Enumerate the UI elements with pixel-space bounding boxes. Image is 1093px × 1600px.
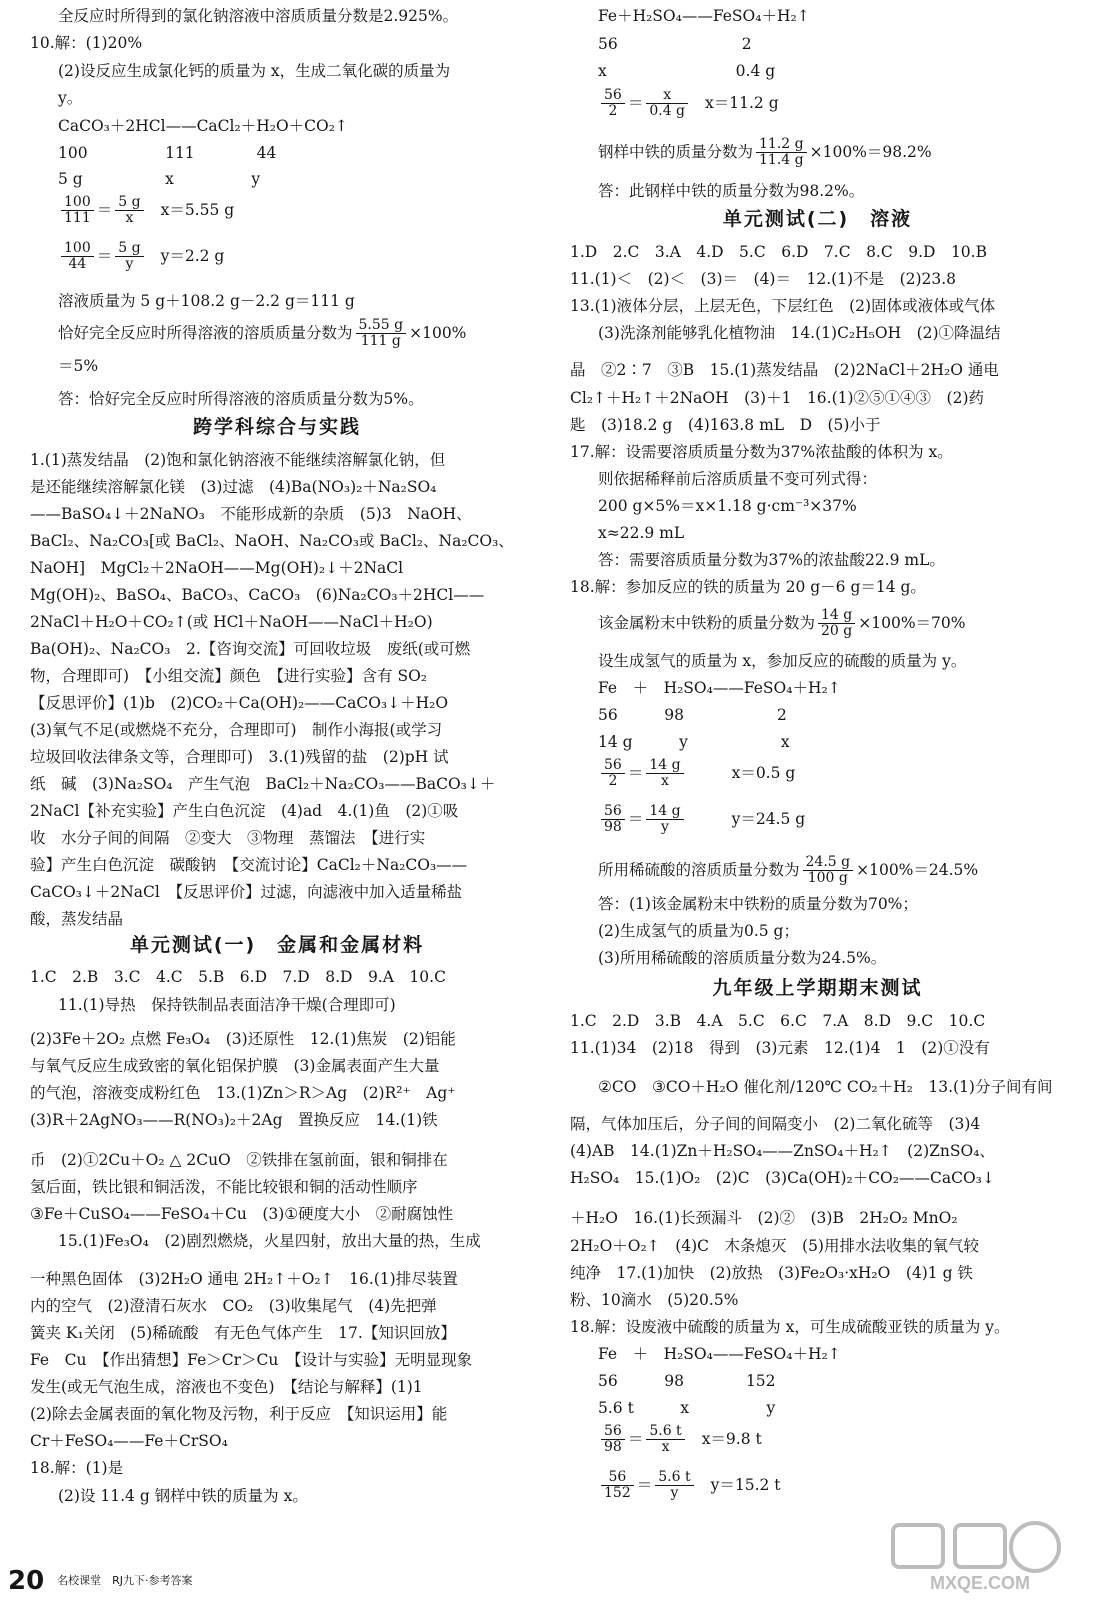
- result: x＝11.2 g: [705, 93, 779, 112]
- fraction: $\frac{24.5 g}{100 g}$: [803, 855, 854, 886]
- text-line: (2)设 11.4 g 钢样中铁的质量为 x。: [58, 1487, 308, 1505]
- text-line: Fe ＋ H₂SO₄——FeSO₄＋H₂↑: [598, 679, 841, 697]
- text-line: Fe ＋ H₂SO₄——FeSO₄＋H₂↑: [598, 1345, 841, 1363]
- watermark-text: MXQE.COM: [929, 1573, 1031, 1593]
- text-line: 2NaCl【补充实验】产生白色沉淀 (4)ad 4.(1)鱼 (2)①吸: [30, 802, 459, 820]
- text-line: [598, 136, 1093, 168]
- text-line: Fe Cu 【作出猜想】Fe＞Cr＞Cu 【设计与实验】无明显现象: [30, 1351, 473, 1369]
- text-line: 11.(1)导热 保持铁制品表面洁净干燥(合理即可): [58, 996, 396, 1014]
- section-heading: 九年级上学期期末测试: [712, 977, 923, 999]
- text-line: ＋H₂O 16.(1)长颈漏斗 (2)② (3)B 2H₂O₂ MnO₂: [570, 1209, 958, 1227]
- text-line: 纯净 17.(1)加快 (2)放热 (3)Fe₂O₃·xH₂O (4)1 g 铁: [570, 1264, 973, 1282]
- text-line: 1.C 2.B 3.C 4.C 5.B 6.D 7.D 8.D 9.A 10.C: [30, 968, 446, 986]
- text-line: Cl₂↑＋H₂↑＋2NaOH (3)＋1 16.(1)②⑤①④③ (2)药: [570, 389, 985, 407]
- fraction: $\frac{14 g}{y}$: [646, 804, 683, 835]
- text-line: BaCl₂、Na₂CO₃[或 BaCl₂、NaOH、Na₂CO₃或 BaCl₂、Na₂CO₃、: [30, 532, 514, 550]
- text-line: 隔，气体加压后，分子间的间隔变小 (2)二氧化硫等 (3)4: [570, 1115, 981, 1133]
- text-line: 验】产生白色沉淀 碳酸钠 【交流讨论】CaCl₂＋Na₂CO₃——: [30, 856, 468, 874]
- text-line: 18.解：设废液中硫酸的质量为 x，可生成硫酸亚铁的质量为 y。: [570, 1318, 1010, 1336]
- text-line: H₂SO₄ 15.(1)O₂ (2)C (3)Ca(OH)₂＋CO₂——CaCO₃↓: [570, 1169, 995, 1187]
- text-line: 11.(1)34 (2)18 得到 (3)元素 12.(1)4 1 (2)①没有: [570, 1039, 990, 1057]
- text-line: 1.D 2.C 3.A 4.D 5.C 6.D 7.C 8.C 9.D 10.B: [570, 243, 987, 261]
- text-line: 收 水分子间的间隔 ②变大 ③物理 蒸馏法 【进行实: [30, 829, 426, 847]
- text-line: 晶 ②2∶7 ③B 15.(1)蒸发结晶 (2)2NaCl＋2H₂O 通电: [570, 361, 999, 379]
- text-line: 纸 碱 (3)Na₂SO₄ 产生气泡 BaCl₂＋Na₂CO₃——BaCO₃↓＋: [30, 775, 496, 793]
- text-line: 一种黑色固体 (3)2H₂O 通电 2H₂↑＋O₂↑ 16.(1)排尽装置: [30, 1270, 458, 1288]
- text-line: ——BaSO₄↓＋2NaNO₃ 不能形成新的杂质 (5)3 NaOH、: [30, 505, 472, 523]
- text-line: 全反应时所得到的氯化钠溶液中溶质质量分数是2.925%。: [58, 7, 459, 25]
- text-line: 1.(1)蒸发结晶 (2)饱和氯化钠溶液不能继续溶解氯化钠，但: [30, 451, 446, 469]
- text-line: y。: [58, 89, 83, 107]
- text-line: 的气泡，溶液变成粉红色 13.(1)Zn＞R＞Ag (2)R²⁺ Ag⁺: [30, 1084, 456, 1102]
- text-line: 200 g×5%＝x×1.18 g·cm⁻³×37%: [598, 497, 857, 515]
- text: ×100%＝70%: [858, 613, 966, 632]
- fraction: $\frac{11.2 g}{11.4 g}$: [756, 137, 807, 168]
- text: 所用稀硫酸的溶质质量分数为: [598, 860, 800, 879]
- text-line: ③Fe＋CuSO₄——FeSO₄＋Cu (3)①硬度大小 ②耐腐蚀性: [30, 1205, 454, 1223]
- result: y＝15.2 t: [710, 1475, 781, 1494]
- text-line: $\frac{100}{44}$ ＝ $\frac{5 g}{y}$ y＝2.2 g: [58, 241, 552, 265]
- text-line: 5 g x y: [58, 170, 261, 188]
- text-line: 则依据稀释前后溶质质量不变可列式得：: [598, 470, 878, 488]
- text-line: 答：恰好完全反应时所得溶液的溶质质量分数为5%。: [58, 390, 424, 408]
- text-line: 簧夹 K₁关闭 (5)稀硫酸 有无色气体产生 17.【知识回放】: [30, 1324, 456, 1342]
- text-line: 1.C 2.D 3.B 4.A 5.C 6.C 7.A 8.D 9.C 10.C: [570, 1012, 986, 1030]
- result: x＝9.8 t: [701, 1429, 762, 1448]
- text-line: $\frac{56}{2}$ ＝ $\frac{x}{0.4 g}$ x＝11.2 g: [598, 88, 1093, 112]
- text-line: 答：此钢样中铁的质量分数为98.2%。: [598, 182, 865, 200]
- text-line: 垃圾回收法律条文等，合理即可) 3.(1)残留的盐 (2)pH 试: [30, 748, 449, 766]
- fraction: $\frac{14 g}{20 g}$: [818, 608, 855, 639]
- text-line: 币 (2)①2Cu＋O₂ △ 2CuO ②铁排在氢前面，银和铜排在: [30, 1151, 448, 1169]
- fraction: $\frac{56}{2}$: [601, 758, 625, 789]
- text-line: $\frac{56}{2}$ ＝ $\frac{14 g}{x}$ x＝0.5 g: [598, 758, 1093, 782]
- fraction: $\frac{5 g}{y}$: [115, 241, 143, 272]
- result: x＝0.5 g: [700, 763, 796, 782]
- text: 该金属粉末中铁粉的质量分数为: [598, 613, 816, 632]
- fraction: $\frac{56}{98}$: [601, 804, 625, 835]
- text-line: 2NaCl＋H₂O＋CO₂↑(或 HCl＋NaOH——NaCl＋H₂O): [30, 613, 433, 631]
- section-heading: 单元测试(二) 溶液: [722, 208, 913, 230]
- text-line: 56 2: [598, 35, 752, 53]
- text-line: 10.解：(1)20%: [30, 34, 143, 52]
- text-line: (2)除去金属表面的氧化物及污物，利于反应 【知识运用】能: [30, 1405, 448, 1423]
- text-line: [598, 854, 1093, 886]
- text-line: 与氧气反应生成致密的氧化铝保护膜 (3)金属表面产生大量: [30, 1057, 440, 1075]
- text: ×100%＝24.5%: [856, 860, 979, 879]
- stamp-logo-icon: [885, 1515, 1075, 1595]
- text-line: x≈22.9 mL: [598, 524, 685, 542]
- text-line: 酸，蒸发结晶: [30, 910, 124, 928]
- page-number: 20: [8, 1566, 45, 1596]
- text-line: $\frac{100}{111}$ ＝ $\frac{5 g}{x}$ x＝5.55 g: [58, 195, 552, 219]
- text-line: Cr＋FeSO₄——Fe＋CrSO₄: [30, 1432, 228, 1450]
- text-line: ②CO ③CO＋H₂O 催化剂/120℃ CO₂＋H₂ 13.(1)分子间有间: [598, 1078, 1053, 1096]
- fraction: $\frac{100}{111}$: [61, 195, 94, 226]
- fraction: $\frac{5.6 t}{x}$: [646, 1424, 684, 1455]
- text-line: [598, 607, 1093, 639]
- text-line: (3)R＋2AgNO₃——R(NO₃)₂＋2Ag 置换反应 14.(1)铁: [30, 1111, 438, 1129]
- fraction: $\frac{100}{44}$: [61, 241, 94, 272]
- text-line: 5.6 t x y: [598, 1399, 776, 1417]
- text-line: 设生成氢气的质量为 x，参加反应的硫酸的质量为 y。: [598, 652, 967, 670]
- text-line: Fe＋H₂SO₄——FeSO₄＋H₂↑: [598, 7, 810, 25]
- text-line: (2)3Fe＋2O₂ 点燃 Fe₃O₄ (3)还原性 12.(1)焦炭 (2)铝能: [30, 1030, 456, 1048]
- text-line: 2H₂O＋O₂↑ (4)C 木条熄灭 (5)用排水法收集的氧气较: [570, 1237, 979, 1255]
- result: x＝5.55 g: [160, 200, 235, 219]
- fraction: $\frac{x}{0.4 g}$: [646, 88, 688, 119]
- text-line: (3)所用稀硫酸的溶质质量分数为24.5%。: [598, 949, 887, 967]
- text-line: Ba(OH)₂、Na₂CO₃ 2.【咨询交流】可回收垃圾 废纸(或可燃: [30, 640, 471, 658]
- page-footer: [8, 1566, 193, 1596]
- text: 恰好完全反应时所得溶液的溶质质量分数为: [58, 323, 353, 342]
- text-line: (2)设反应生成氯化钙的质量为 x，生成二氧化碳的质量为: [58, 62, 451, 80]
- section-heading: 跨学科综合与实践: [192, 416, 361, 438]
- section-heading: 单元测试(一) 金属和金属材料: [129, 934, 425, 956]
- text-line: x 0.4 g: [598, 62, 776, 80]
- fraction: $\frac{56}{152}$: [601, 1470, 634, 1501]
- text-line: 18.解：(1)是: [30, 1459, 124, 1477]
- text-line: (2)生成氢气的质量为0.5 g；: [598, 922, 799, 940]
- text-line: 发生(或无气泡生成，溶液也不变色) 【结论与解释】(1)1: [30, 1378, 423, 1396]
- text-line: (3)氧气不足(或燃烧不充分，合理即可) 制作小海报(或学习: [30, 721, 443, 739]
- text-line: 匙 (3)18.2 g (4)163.8 mL D (5)小于: [570, 416, 881, 434]
- text-line: 56 98 152: [598, 1372, 776, 1390]
- fraction: $\frac{5.55 g}{111 g}$: [356, 318, 407, 349]
- text-line: 溶液质量为 5 g＋108.2 g－2.2 g＝111 g: [58, 292, 355, 310]
- text-line: ＝5%: [58, 357, 99, 375]
- fraction: $\frac{56}{98}$: [601, 1424, 625, 1455]
- text-line: 【反思评价】(1)b (2)CO₂＋Ca(OH)₂——CaCO₃↓＋H₂O: [30, 694, 449, 712]
- text: ×100%＝98.2%: [809, 142, 932, 161]
- text-line: 答：需要溶质质量分数为37%的浓盐酸22.9 mL。: [598, 551, 945, 569]
- text-line: (4)AB 14.(1)Zn＋H₂SO₄——ZnSO₄＋H₂↑ (2)ZnSO₄、: [570, 1142, 995, 1160]
- text-line: CaCO₃＋2HCl——CaCl₂＋H₂O＋CO₂↑: [58, 117, 348, 135]
- text: 钢样中铁的质量分数为: [598, 142, 754, 161]
- text-line: 答：(1)该金属粉末中铁粉的质量分数为70%；: [598, 895, 918, 913]
- fraction: $\frac{5.6 t}{y}$: [655, 1470, 693, 1501]
- text-line: 56 98 2: [598, 706, 787, 724]
- text-line: 氢后面，铁比银和铜活泼，不能比较银和铜的活动性顺序: [30, 1178, 418, 1196]
- text-line: (3)洗涤剂能够乳化植物油 14.(1)C₂H₅OH (2)①降温结: [598, 324, 1001, 342]
- text-line: CaCO₃↓＋2NaCl 【反思评价】过滤，向滤液中加入适量稀盐: [30, 883, 463, 901]
- text-line: $\frac{56}{98}$ ＝ $\frac{5.6 t}{x}$ x＝9.8 t: [598, 1424, 1093, 1448]
- text-line: 15.(1)Fe₃O₄ (2)剧烈燃烧，火星四射，放出大量的热，生成: [58, 1232, 481, 1250]
- text-line: 100 111 44: [58, 144, 277, 162]
- text: ×100%: [409, 323, 467, 342]
- footer-text: 名校课堂 RJ九下·参考答案: [57, 1574, 193, 1587]
- text-line: 14 g y x: [598, 733, 790, 751]
- fraction: $\frac{14 g}{x}$: [646, 758, 683, 789]
- text-line: 内的空气 (2)澄清石灰水 CO₂ (3)收集尾气 (4)先把弹: [30, 1297, 437, 1315]
- text-line: 13.(1)液体分层，上层无色，下层红色 (2)固体或液体或气体: [570, 297, 996, 315]
- result: y＝2.2 g: [160, 246, 225, 265]
- text-line: 是还能继续溶解氯化镁 (3)过滤 (4)Ba(NO₃)₂＋Na₂SO₄: [30, 478, 437, 496]
- text-line: 物，合理即可) 【小组交流】颜色 【进行实验】含有 SO₂: [30, 667, 428, 685]
- text-line: 17.解：设需要溶质质量分数为37%浓盐酸的体积为 x。: [570, 443, 953, 461]
- text-line: Mg(OH)₂、BaSO₄、BaCO₃、CaCO₃ (6)Na₂CO₃＋2HCl——: [30, 586, 485, 604]
- text-line: [58, 317, 552, 349]
- fraction: $\frac{5 g}{x}$: [115, 195, 143, 226]
- text-line: $\frac{56}{98}$ ＝ $\frac{14 g}{y}$ y＝24.5 g: [598, 804, 1093, 828]
- result: y＝24.5 g: [700, 809, 806, 828]
- text-line: 粉、10滴水 (5)20.5%: [570, 1291, 739, 1309]
- text-line: NaOH] MgCl₂＋2NaOH——Mg(OH)₂↓＋2NaCl: [30, 559, 404, 577]
- fraction: $\frac{56}{2}$: [601, 88, 625, 119]
- text-line: 18.解：参加反应的铁的质量为 20 g－6 g＝14 g。: [570, 578, 926, 596]
- text-line: 11.(1)＜ (2)＜ (3)＝ (4)＝ 12.(1)不是 (2)23.8: [570, 270, 957, 288]
- text-line: $\frac{56}{152}$ ＝ $\frac{5.6 t}{y}$ y＝15.2 t: [598, 1470, 1093, 1494]
